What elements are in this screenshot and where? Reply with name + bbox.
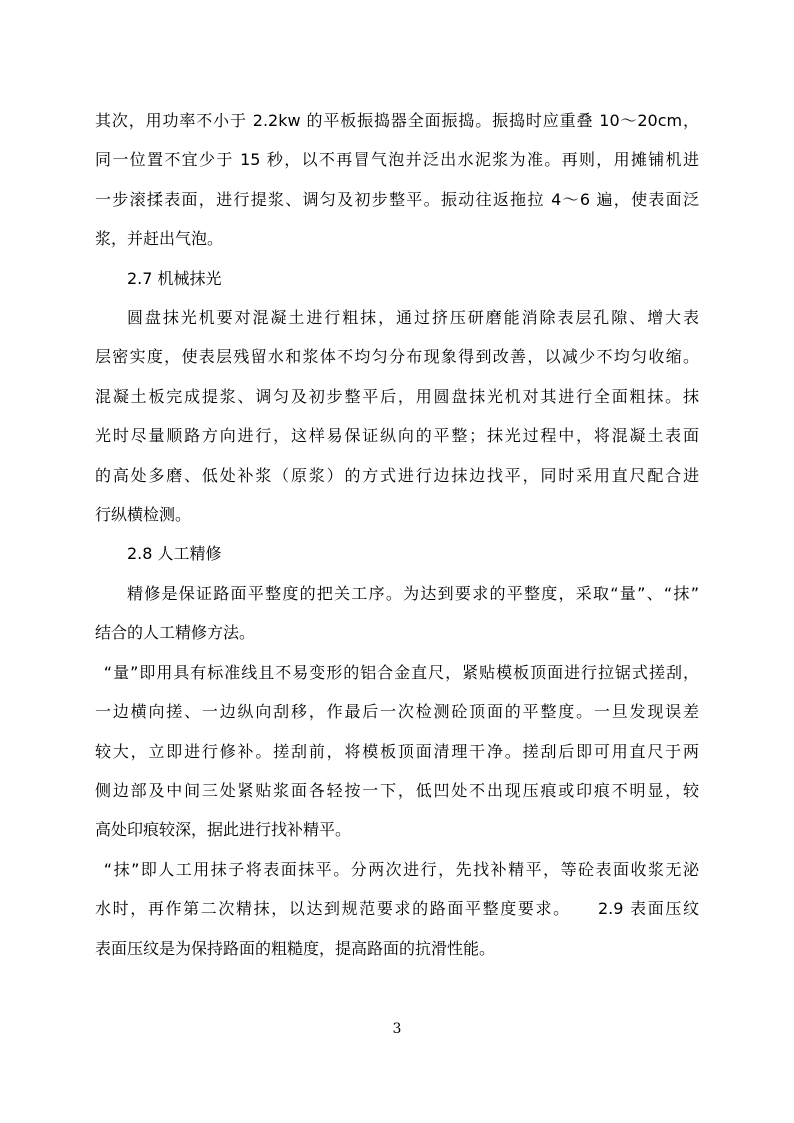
paragraph-line: 水时，再作第二次精抹，以达到规范要求的路面平整度要求。 2.9 表面压纹 [95, 899, 699, 919]
paragraph-line: 精修是保证路面平整度的把关工序。为达到要求的平整度，采取“量”、“抹” [127, 583, 699, 603]
paragraph-line: 侧边部及中间三处紧贴浆面各轻按一下，低凹处不出现压痕或印痕不明显，较 [95, 780, 699, 800]
body-text [95, 101, 699, 968]
paragraph-line: 行纵横检测。 [95, 505, 192, 525]
paragraph-line: 表面压纹是为保持路面的粗糙度，提高路面的抗滑性能。 [95, 938, 496, 958]
paragraph-line: 光时尽量顺路方向进行，这样易保证纵向的平整；抹光过程中，将混凝土表面 [95, 426, 699, 446]
paragraph-line: 的高处多磨、低处补浆（原浆）的方式进行边抹边找平，同时采用直尺配合进 [95, 465, 699, 485]
paragraph-line: 层密实度，使表层残留水和浆体不均匀分布现象得到改善，以减少不均匀收缩。 [95, 347, 699, 367]
paragraph-line: 圆盘抹光机要对混凝土进行粗抹，通过挤压研磨能消除表层孔隙、增大表 [127, 308, 699, 328]
paragraph-line: 同一位置不宜少于 15 秒，以不再冒气泡并泛出水泥浆为准。再则，用摊铺机进 [95, 150, 699, 170]
paragraph-line: “量”即用具有标准线且不易变形的铝合金直尺，紧贴模板顶面进行拉锯式搓刮， [103, 662, 699, 682]
paragraph-line: 一步滚揉表面，进行提浆、调匀及初步整平。振动往返拖拉 4～6 遍，使表面泛 [95, 189, 699, 209]
page-number: 3 [392, 1021, 402, 1037]
paragraph-line: 高处印痕较深，据此进行找补精平。 [95, 820, 352, 840]
section-heading-2-7: 2.7 机械抹光 [127, 268, 222, 288]
paragraph-line: 结合的人工精修方法。 [95, 623, 256, 643]
section-heading-2-8: 2.8 人工精修 [127, 544, 222, 564]
paragraph-line: “抹”即人工用抹子将表面抹平。分两次进行，先找补精平，等砼表面收浆无泌 [103, 859, 699, 879]
paragraph-line: 其次，用功率不小于 2.2kw 的平板振捣器全面振捣。振捣时应重叠 10～20cm， [95, 111, 699, 130]
paragraph-line: 浆，并赶出气泡。 [95, 229, 224, 249]
paragraph-line: 混凝土板完成提浆、调匀及初步整平后，用圆盘抹光机对其进行全面粗抹。抹 [95, 386, 699, 406]
paragraph-line: 一边横向搓、一边纵向刮移，作最后一次检测砼顶面的平整度。一旦发现误差 [95, 702, 699, 722]
paragraph-line: 较大，立即进行修补。搓刮前，将模板顶面清理干净。搓刮后即可用直尺于两 [95, 741, 699, 761]
